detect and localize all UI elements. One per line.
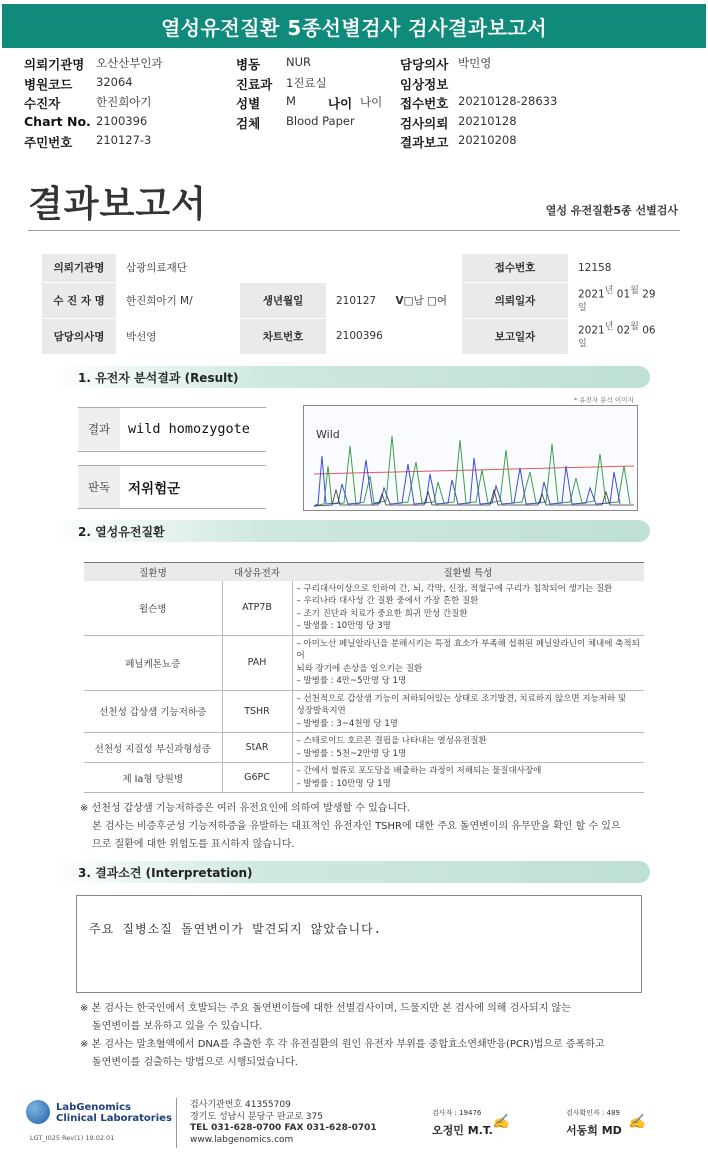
patient-value: 박선영 (116, 318, 240, 354)
column-header: 질환별 특성 (292, 563, 644, 581)
feature-line: – 스테로이드 호르몬 결핍을 나타내는 열성유전질환 (296, 736, 487, 746)
disease-features (292, 733, 644, 763)
info-key: 접수번호 (400, 96, 449, 111)
info-key: Chart No. (24, 113, 91, 129)
info-value: 한진희아기 (96, 95, 152, 109)
date-year: 2021 (578, 288, 605, 300)
patient-info-table (42, 254, 664, 355)
confirmer-label: 검사확인자 : 489 (566, 1109, 620, 1117)
unit-year: 년 (604, 285, 614, 296)
report-title: 열성유전질환 5종선별검사 검사결과보고서 (160, 15, 548, 40)
column-header: 대상유전자 (222, 563, 292, 581)
patient-value: 2100396 (326, 318, 456, 354)
disease-features (292, 581, 644, 636)
disease-name: 선천성 지질성 부신과형성증 (84, 733, 222, 763)
patient-label: 수 진 자 명 (42, 282, 116, 318)
info-key: 나이 (328, 96, 353, 111)
patient-row (42, 282, 664, 318)
lab-website: www.labgenomics.com (190, 1134, 294, 1145)
disease-row (84, 581, 644, 636)
patient-value: 12158 (568, 254, 664, 282)
info-value: 오산산부인과 (96, 56, 163, 70)
divider (78, 451, 266, 452)
info-key: 병원코드 (24, 76, 73, 92)
result-report-subtitle: 열성 유전질환5종 선별검사 (545, 204, 678, 217)
info-row (24, 133, 694, 153)
info-row (24, 75, 694, 95)
feature-line: – 발병률 : 5천~2만명 당 1명 (296, 748, 407, 759)
result-label: 결과 (78, 408, 120, 450)
info-value: M (286, 94, 296, 108)
info-key: 주민번호 (24, 135, 73, 150)
tester-signature: ✍ (492, 1114, 510, 1130)
result-value: wild homozygote (128, 421, 250, 437)
info-key: 진료과 (236, 76, 273, 92)
patient-label: 의뢰기관명 (42, 254, 116, 282)
info-value: 1진료실 (286, 75, 327, 90)
info-value: 나이 (360, 95, 383, 109)
disease-gene: TSHR (222, 690, 292, 733)
info-value: 210127-3 (96, 133, 152, 147)
sex-female-checkbox: □여 (427, 294, 448, 307)
lab-address (190, 1100, 377, 1146)
section-result-header (52, 366, 650, 388)
patient-value: 삼광의료재단 (116, 254, 456, 282)
unit-day: 일 (578, 339, 587, 349)
date-year: 2021 (578, 324, 605, 336)
patient-label: 의뢰일자 (462, 282, 568, 318)
patient-label: 보고일자 (462, 318, 568, 354)
sequencing-chromatogram (303, 405, 638, 511)
date-day: 06 (642, 324, 656, 336)
lab-logo-text (56, 1102, 172, 1124)
feature-line: – 조기 진단과 치료가 중요한 희귀 만성 간질환 (296, 608, 468, 619)
patient-row (42, 254, 664, 282)
unit-year: 년 (604, 321, 614, 332)
disease-features (292, 690, 644, 733)
report-title-bar (2, 4, 706, 48)
info-key: 검체 (236, 115, 261, 131)
disease-table (84, 562, 644, 793)
divider (78, 508, 266, 509)
disease-notes (80, 800, 680, 854)
tester-label: 검사자 : 19476 (432, 1109, 482, 1117)
feature-line: – 발병률 : 3~4천명 당 1명 (296, 718, 398, 729)
note-line: 므로 질환에 대한 위험도를 표시하지 않습니다. (92, 839, 295, 850)
date-month: 02 (616, 324, 631, 336)
divider (176, 1098, 177, 1148)
lab-phone: TEL 031-628-0700 FAX 031-628-0701 (190, 1123, 377, 1133)
divider (78, 465, 266, 466)
chromatogram-label: Wild (316, 428, 340, 441)
footer (0, 1090, 708, 1160)
feature-line: – 발생률 : 10만명 당 3명 (296, 621, 391, 631)
disease-name: 제 Ia형 당원병 (84, 763, 222, 793)
patient-row (42, 318, 664, 354)
info-key: 임상정보 (400, 76, 449, 92)
note-line: 돌연변이를 보유하고 있을 수 있습니다. (92, 1021, 263, 1032)
disease-gene: PAH (222, 635, 292, 690)
section-interpretation-header (52, 861, 650, 883)
patient-value (568, 282, 664, 318)
info-key: 수진자 (24, 96, 61, 111)
column-header: 질환명 (84, 563, 222, 581)
info-value: 32064 (96, 74, 133, 89)
patient-label: 생년월일 (240, 282, 326, 318)
feature-line: – 구리대사이상으로 인하여 간, 뇌, 각막, 신장, 적혈구에 구리가 침착되어 생기는 질환 (296, 583, 613, 594)
lab-number: 검사기관번호 41355709 (190, 1100, 291, 1110)
judgement-row (78, 466, 266, 508)
info-row (24, 55, 694, 75)
labgenomics-logo-icon (26, 1100, 50, 1124)
lab-subname: Clinical Laboratories (56, 1113, 172, 1124)
info-key: 결과보고 (400, 135, 449, 150)
sex-check-mark: V (395, 294, 404, 307)
patient-label: 담당의사명 (42, 318, 116, 354)
info-key: 병동 (236, 57, 261, 72)
disease-row (84, 763, 644, 793)
confirmer-signature: ✍ (628, 1114, 646, 1130)
interpretation-text: 주요 질병소질 돌연변이가 발견되지 않았습니다. (89, 922, 382, 936)
tester-name: 오정민 M.T. (432, 1124, 493, 1137)
disease-row (84, 733, 644, 763)
info-row (24, 114, 694, 134)
info-key: 성별 (236, 96, 261, 111)
feature-line: 성장발육지연 (296, 706, 346, 716)
feature-line: – 선천적으로 갑상샘 기능이 저하되어있는 상태로 조기발견, 치료하지 않으면 지능저하 및 (296, 693, 627, 704)
section-title: 3. 결과소견 (Interpretation) (78, 865, 253, 880)
unit-day: 일 (578, 303, 587, 313)
info-key: 검사의뢰 (400, 115, 449, 131)
info-value: Blood Paper (286, 113, 355, 128)
disease-features (292, 763, 644, 793)
info-key: 담당의사 (400, 57, 449, 72)
sex-male-checkbox: □남 (403, 294, 424, 307)
section-title: 2. 열성유전질환 (78, 524, 165, 539)
interpretation-box (76, 895, 642, 993)
graph-note: * 유전자 분석 이미지 (574, 396, 634, 404)
unit-month: 월 (630, 321, 639, 332)
feature-line: – 발병률 : 4만~5만명 당 1명 (296, 676, 407, 686)
patient-value (326, 282, 456, 318)
feature-line: – 우리나라 대사성 간 질환 중에서 가장 흔한 질환 (296, 596, 479, 606)
note-line: ※ 선천성 갑상샘 기능저하증은 여러 유전요인에 의하여 발생할 수 있습니다. (80, 803, 410, 814)
note-line: ※ 본 검사는 한국인에서 호발되는 주요 돌연변이들에 대한 선별검사이며, 드물지만 본 검사에 의해 검사되지 않는 (80, 1003, 571, 1014)
divider (28, 230, 680, 231)
disease-name: 페닐케톤뇨증 (84, 635, 222, 690)
info-key: 의뢰기관명 (24, 57, 85, 72)
patient-value: 한진희아기 M/ (116, 282, 240, 318)
disease-name: 윌슨병 (84, 581, 222, 636)
result-report-heading: 결과보고서 (28, 184, 207, 225)
disease-gene: ATP7B (222, 581, 292, 636)
lab-name: LabGenomics (56, 1102, 131, 1113)
info-value: 2100396 (96, 113, 148, 128)
result-row (78, 408, 266, 450)
info-value: 20210208 (458, 133, 517, 147)
info-value: 박민영 (458, 56, 492, 70)
date-day: 29 (642, 288, 656, 300)
judgement-value: 저위험군 (128, 481, 181, 497)
date-month: 01 (616, 288, 631, 300)
divider (78, 407, 266, 408)
disease-row (84, 635, 644, 690)
interpretation-notes (80, 1000, 680, 1072)
info-row (24, 94, 694, 114)
feature-line: – 간에서 혈류로 포도당을 배출하는 과정이 저해되는 물질대사장애 (296, 766, 542, 776)
header-info (24, 55, 694, 153)
disease-table-header (84, 563, 644, 581)
note-line: ※ 본 검사는 말초혈액에서 DNA를 추출한 후 각 유전질환의 원인 유전자 부위를 중합효소연쇄반응(PCR)법으로 증폭하고 (80, 1039, 605, 1050)
disease-gene: StAR (222, 733, 292, 763)
section-title: 1. 유전자 분석결과 (Result) (78, 370, 239, 385)
note-line: 본 검사는 비증후군성 기능저하증을 유발하는 대표적인 유전자인 TSHR에 대한 주요 돌연변이의 유무만을 확인 할 수 있으 (92, 821, 621, 832)
info-value: NUR (286, 55, 312, 69)
disease-row (84, 690, 644, 733)
feature-line: – 발병률 : 10만명 당 1명 (296, 778, 391, 789)
birth-value: 210127 (336, 294, 377, 307)
section-disease-header (52, 520, 650, 542)
unit-month: 월 (630, 285, 639, 296)
feature-line: – 아미노산 페닐알라닌을 분해시키는 특정 효소가 부족해 섭취된 페닐알라닌이 체내에 축적되어 (296, 638, 640, 661)
info-value: 20210128-28633 (458, 94, 558, 108)
disease-name: 선천성 갑상샘 기능저하증 (84, 690, 222, 733)
lab-street: 경기도 성남시 분당구 판교로 375 (190, 1111, 323, 1122)
judgement-label: 판독 (78, 466, 120, 508)
disease-features (292, 635, 644, 690)
patient-value (568, 318, 664, 354)
disease-gene: G6PC (222, 763, 292, 793)
note-line: 돌연변이를 검출하는 방법으로 시행되었습니다. (92, 1057, 298, 1068)
patient-label: 접수번호 (462, 254, 568, 282)
info-value: 20210128 (458, 113, 517, 128)
chromatogram-image (304, 406, 637, 510)
feature-line: 뇌와 장기에 손상을 일으키는 질환 (296, 663, 423, 674)
form-code: LGT_I025 Rev(1) 19.02.01 (30, 1134, 115, 1142)
patient-label: 차트번호 (240, 318, 326, 354)
confirmer-name: 서동희 MD (566, 1124, 622, 1137)
